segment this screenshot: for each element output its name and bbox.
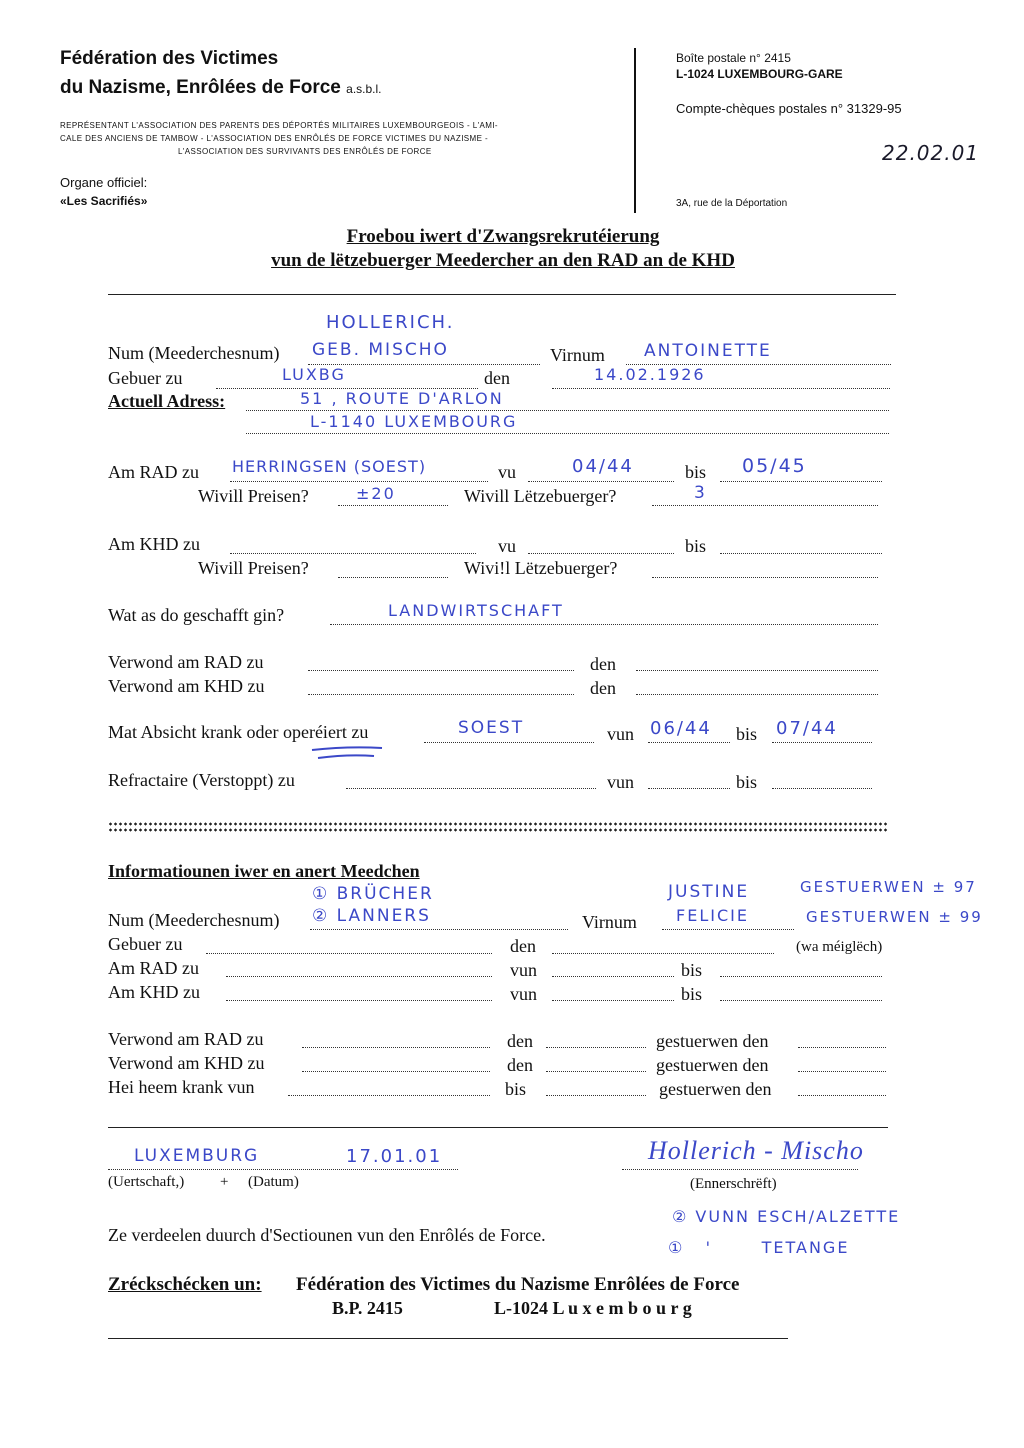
postal-account: Compte-chèques postales n° 31329-95 (676, 101, 902, 116)
distribution-text: Ze verdeelen duurch d'Sectiounen vun den Enrôlés de Force. (108, 1225, 546, 1245)
other-rad-from-field[interactable] (552, 976, 674, 977)
place-date-field[interactable] (108, 1169, 458, 1170)
work-label: Wat as do geschafft gin? (108, 605, 285, 625)
other-rad-field[interactable] (226, 976, 492, 977)
wounded-khd-field[interactable] (308, 694, 574, 695)
khd-luxembourgers-field[interactable] (652, 577, 878, 578)
signature-field[interactable] (622, 1169, 858, 1170)
place-value: LUXEMBURG (134, 1146, 260, 1166)
khd-to-field[interactable] (720, 553, 882, 554)
birthdate-field[interactable] (552, 388, 890, 389)
address-field-2[interactable] (246, 433, 889, 434)
other-birthdate-label: den (510, 936, 536, 956)
other-note-2: GESTUERWEN ± 99 (806, 908, 983, 926)
other-surname-1: ① BRÜCHER (312, 884, 434, 904)
birthdate-value: 14.02.1926 (594, 365, 706, 384)
org-name-text: du Nazisme, Enrôlées de Force (60, 77, 341, 98)
if-possible-note: (wa méiglëch) (796, 939, 883, 955)
wounded-khd-date-field[interactable] (636, 694, 878, 695)
title-rule (108, 294, 896, 295)
header-divider (634, 48, 636, 213)
other-rad-label: Am RAD zu (108, 958, 199, 978)
khd-luxembourgers-label: Wivi!l Lëtzebuerger? (464, 558, 618, 578)
return-label: Zréckschécken un: (108, 1274, 262, 1295)
other-khd-to-label: bis (681, 984, 703, 1004)
wounded-khd-label: Verwond am KHD zu (108, 676, 265, 696)
place-label: (Uertschaft,) (108, 1174, 185, 1190)
wounded-rad-date-label: den (590, 654, 616, 674)
birthdate-label: den (484, 368, 510, 388)
rad-to-value: 05/45 (742, 455, 807, 477)
street-address: 3A, rue de la Déportation (676, 198, 788, 209)
sick-place-value: SOEST (458, 718, 525, 738)
other-firstname-1: JUSTINE (668, 882, 750, 902)
rad-luxembourgers-field[interactable] (652, 505, 878, 506)
firstname-value: ANTOINETTE (644, 341, 772, 361)
other-wounded-rad-date-label: den (507, 1031, 533, 1051)
postcode: L-1024 LUXEMBOURG-GARE (676, 67, 843, 81)
org-name-line1: Fédération des Victimes (60, 48, 279, 69)
date-label: (Datum) (248, 1174, 299, 1190)
rad-luxembourgers-label: Wivill Lëtzebuerger? (464, 486, 617, 506)
rad-place-value: HERRINGSEN (SOEST) (232, 457, 427, 476)
home-sick-death-field[interactable] (798, 1095, 886, 1096)
other-surname-label: Num (Meederchesnum) (108, 910, 280, 930)
surname-label: Num (Meederchesnum) (108, 343, 280, 363)
other-wounded-rad-date-field[interactable] (546, 1047, 646, 1048)
other-khd-from-label: vun (510, 984, 537, 1004)
other-khd-field[interactable] (226, 1000, 492, 1001)
refractaire-to-label: bis (736, 772, 758, 792)
khd-prussians-field[interactable] (338, 577, 448, 578)
birthplace-label: Gebuer zu (108, 368, 183, 388)
sick-from-label: vun (607, 724, 634, 744)
underline-mark (308, 742, 388, 762)
khd-label: Am KHD zu (108, 534, 200, 554)
other-wounded-khd-date-label: den (507, 1055, 533, 1075)
other-wounded-khd-label: Verwond am KHD zu (108, 1053, 265, 1073)
other-khd-from-field[interactable] (552, 1000, 674, 1001)
khd-place-field[interactable] (230, 553, 476, 554)
org-suffix: a.s.b.l. (346, 82, 382, 96)
rad-from-value: 04/44 (572, 456, 634, 477)
rad-to-label: bis (685, 462, 707, 482)
other-rad-from-label: vun (510, 960, 537, 980)
rad-from-field[interactable] (528, 481, 674, 482)
bottom-rule (108, 1338, 788, 1339)
rad-luxembourgers-value: 3 (694, 483, 707, 503)
plus-sign: + (220, 1174, 229, 1190)
rad-label: Am RAD zu (108, 462, 199, 482)
signature-value: Hollerich - Mischo (648, 1136, 864, 1165)
sick-label: Mat Absicht krank oder operéiert zu (108, 722, 369, 742)
organ-name: «Les Sacrifiés» (60, 194, 148, 208)
rad-prussians-field[interactable] (338, 505, 448, 506)
sick-to-label: bis (736, 724, 758, 744)
other-birthplace-field[interactable] (206, 953, 492, 954)
address-line1: 51 , ROUTE D'ARLON (300, 389, 504, 408)
distribution-note-2: ① ' TETANGE (668, 1238, 850, 1257)
refractaire-place-field[interactable] (346, 788, 596, 789)
other-firstname-2: FELICIE (676, 906, 749, 925)
other-wounded-rad-field[interactable] (302, 1047, 490, 1048)
other-khd-to-field[interactable] (720, 1000, 882, 1001)
distribution-note-1: ② VUNN ESCH/ALZETTE (672, 1207, 901, 1226)
member-associations-line1: REPRÉSENTANT L'ASSOCIATION DES PARENTS DES DÉPORTÉS MILITAIRES LUXEMBOURGEOIS - L'AMI- (60, 121, 498, 130)
other-birthdate-field[interactable] (552, 953, 774, 954)
wounded-khd-date-label: den (590, 678, 616, 698)
org-name-line2 (60, 77, 382, 99)
other-surname-field[interactable] (310, 929, 568, 930)
wounded-rad-field[interactable] (308, 670, 574, 671)
address-label: Actuell Adress: (108, 391, 226, 411)
refractaire-to-field[interactable] (772, 788, 872, 789)
other-firstname-label: Virnum (582, 912, 637, 932)
home-sick-death-label: gestuerwen den (659, 1079, 772, 1099)
other-khd-label: Am KHD zu (108, 982, 200, 1002)
other-note-1: GESTUERWEN ± 97 (800, 878, 977, 896)
address-line2: L-1140 LUXEMBOURG (310, 412, 518, 431)
khd-to-label: bis (685, 536, 707, 556)
rad-to-field[interactable] (720, 481, 882, 482)
work-value: LANDWIRTSCHAFT (388, 601, 564, 620)
stamp-date: 22.02.01 (882, 141, 980, 165)
sick-place-field[interactable] (424, 742, 594, 743)
organ-label: Organe officiel: (60, 175, 148, 190)
other-wounded-rad-label: Verwond am RAD zu (108, 1029, 264, 1049)
rad-from-label: vu (498, 462, 516, 482)
khd-from-field[interactable] (528, 553, 674, 554)
birthplace-value: LUXBG (282, 365, 346, 384)
home-sick-from-field[interactable] (288, 1095, 490, 1096)
wounded-rad-date-field[interactable] (636, 670, 878, 671)
other-wounded-khd-field[interactable] (302, 1071, 490, 1072)
refractaire-from-label: vun (607, 772, 634, 792)
form-title-line1: Froebou iwert d'Zwangsrekrutéierung (346, 226, 660, 247)
refractaire-from-field[interactable] (648, 788, 730, 789)
sick-from-field[interactable] (648, 742, 730, 743)
form-title-line2: vun de lëtzebuerger Meedercher an den RAD an de KHD (271, 250, 735, 271)
work-field[interactable] (330, 624, 878, 625)
sick-to-value: 07/44 (776, 718, 838, 739)
firstname-label: Virnum (550, 345, 605, 365)
other-wounded-khd-death-label: gestuerwen den (656, 1055, 769, 1075)
khd-prussians-label: Wivill Preisen? (198, 558, 309, 578)
khd-from-label: vu (498, 536, 516, 556)
other-rad-to-label: bis (681, 960, 703, 980)
refractaire-label: Refractaire (Verstoppt) zu (108, 770, 295, 790)
postbox: Boîte postale n° 2415 (676, 51, 791, 65)
date-value: 17.01.01 (346, 1146, 443, 1167)
rad-prussians-label: Wivill Preisen? (198, 486, 309, 506)
home-sick-label: Hei heem krank vun (108, 1077, 255, 1097)
return-postbox: B.P. 2415 (332, 1298, 403, 1318)
rad-place-field[interactable] (230, 481, 488, 482)
other-surname-2: ② LANNERS (312, 906, 431, 926)
other-wounded-khd-death-field[interactable] (798, 1071, 886, 1072)
rad-prussians-value: ±20 (356, 484, 396, 503)
home-sick-to-field[interactable] (546, 1095, 646, 1096)
wounded-rad-label: Verwond am RAD zu (108, 652, 264, 672)
surname-value-top: HOLLERICH. (326, 312, 455, 333)
member-associations-line2: CALE DES ANCIENS DE TAMBOW - L'ASSOCIATION DES ENRÔLÉS DE FORCE VICTIMES DU NAZISME - (60, 134, 489, 143)
colon-separator (108, 821, 888, 833)
other-wounded-rad-death-label: gestuerwen den (656, 1031, 769, 1051)
home-sick-to-label: bis (505, 1079, 527, 1099)
sick-from-value: 06/44 (650, 718, 712, 739)
return-city: L-1024 L u x e m b o u r g (494, 1298, 692, 1318)
surname-value: GEB. MISCHO (312, 340, 449, 360)
other-wounded-khd-date-field[interactable] (546, 1071, 646, 1072)
sick-to-field[interactable] (772, 742, 872, 743)
other-wounded-rad-death-field[interactable] (798, 1047, 886, 1048)
other-heading: Informatiounen iwer en anert Meedchen (108, 861, 420, 881)
section-rule (108, 1127, 888, 1128)
member-associations-line3: L'ASSOCIATION DES SURVIVANTS DES ENRÔLÉS DE FORCE (178, 147, 432, 156)
signature-label: (Ennerschrëft) (690, 1176, 777, 1192)
other-rad-to-field[interactable] (720, 976, 882, 977)
other-firstname-field[interactable] (662, 929, 794, 930)
address-field-1[interactable] (246, 410, 889, 411)
other-birthplace-label: Gebuer zu (108, 934, 183, 954)
return-org: Fédération des Victimes du Nazisme Enrôlées de Force (296, 1274, 740, 1295)
